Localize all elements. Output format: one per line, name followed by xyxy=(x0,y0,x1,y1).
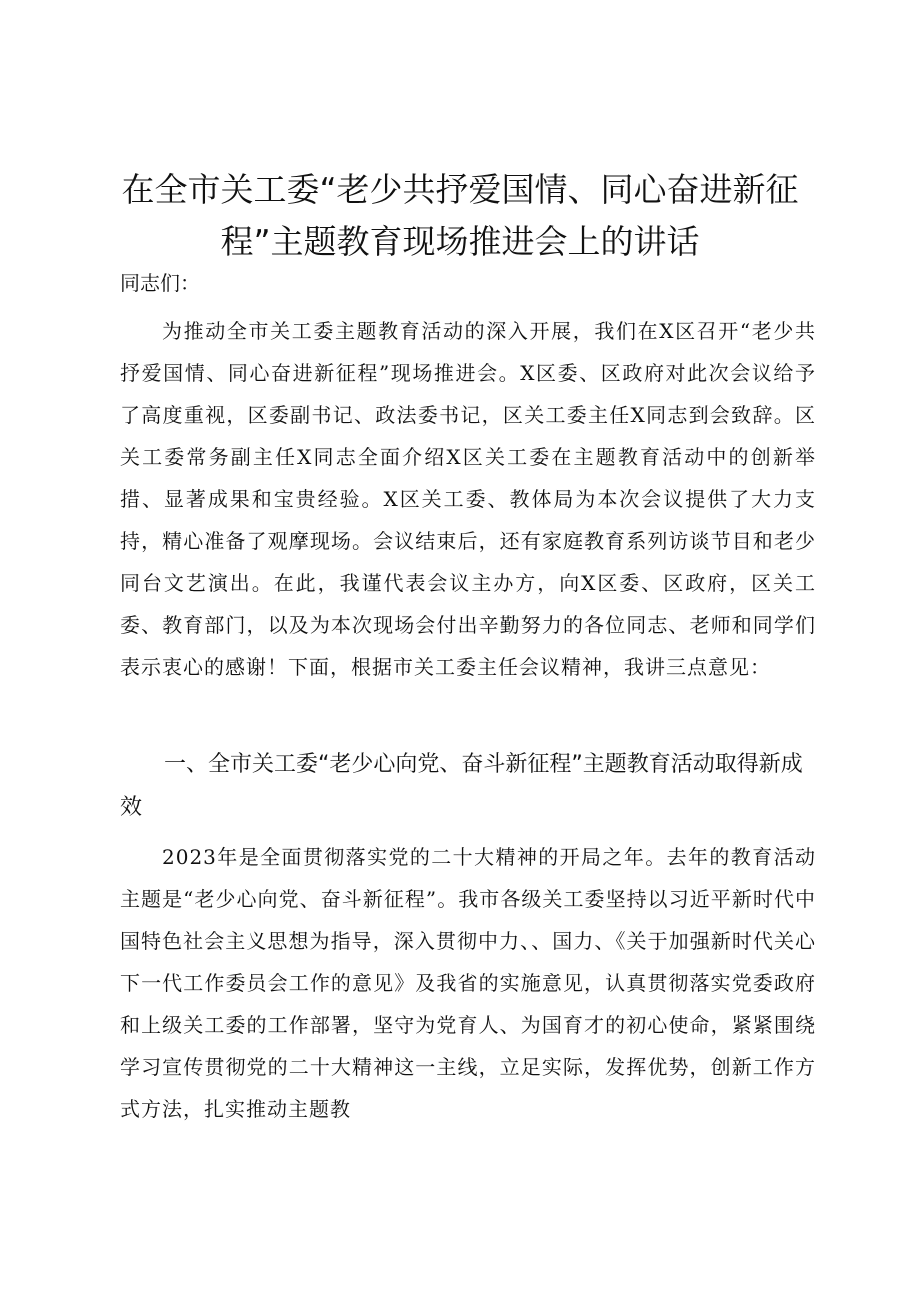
salutation: 同志们： xyxy=(120,271,200,295)
section-heading: 一、全市关工委“老少心向党、奋斗新征程”主题教育活动取得新成效 xyxy=(120,752,803,820)
document-title: 在全市关工委“老少共抒爱国情、同心奋进新征程”主题教育现场推进会上的讲话 xyxy=(121,170,799,261)
body-paragraph: 2023年是全面贯彻落实党的二十大精神的开局之年。去年的教育活动主题是“老少心向党、奋斗新征程”。我市各级关工委坚持以习近平新时代中国特色社会主义思想为指导，深入贯彻中力、、国力、《关于加强新时代关心下一代工作委员会工作的意见》及我省的实施意见，认真贯彻落实党委政府和上级关工委的工作部署，坚守为党育人、为国育才的初心使命，紧紧围绕学习宣传贯彻党的二十大精神这一主线，立足实际，发挥优势，创新工作方式方法，扎实推动主题教 xyxy=(120,845,816,1121)
body-paragraph: 为推动全市关工委主题教育活动的深入开展，我们在X区召开“老少共抒爱国情、同心奋进新征程”现场推进会。X区委、区政府对此次会议给予了高度重视，区委副书记、政法委书记，区关工委主任X同志到会致辞。区关工委常务副主任X同志全面介绍X区关工委在主题教育活动中的创新举措、显著成果和宝贵经验。X区关工委、教体局为本次会议提供了大力支持，精心准备了观摩现场。会议结束后，还有家庭教育系列访谈节目和老少同台文艺演出。在此，我谨代表会议主办方，向X区委、区政府，区关工委、教育部门，以及为本次现场会付出辛勤努力的各位同志、老师和同学们表示衷心的感谢！下面，根据市关工委主任会议精神，我讲三点意见： xyxy=(120,319,816,679)
